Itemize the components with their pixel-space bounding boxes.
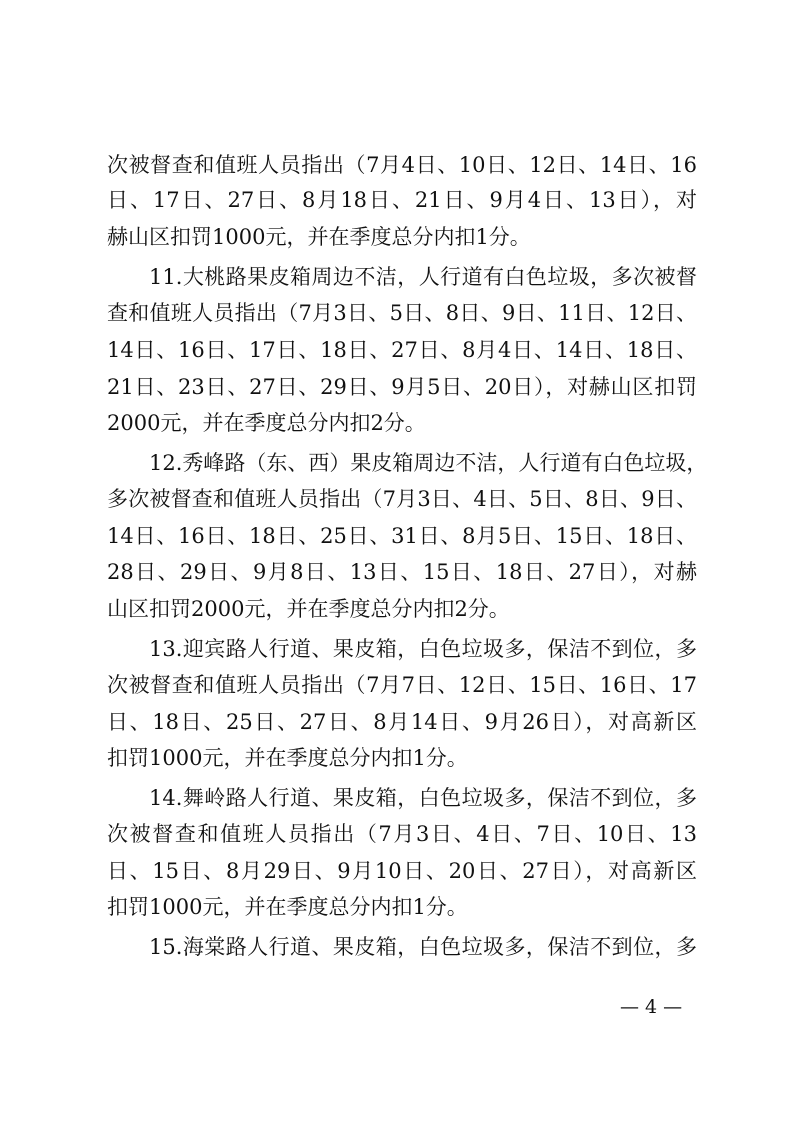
text-line: 15.海棠路人行道、果皮箱，白色垃圾多，保洁不到位，多 xyxy=(149,935,697,959)
text-line: 次被督查和值班人员指出（7月4日、10日、12日、14日、16 xyxy=(107,153,697,177)
text-line: 日、18日、25日、27日、8月14日、9月26日），对高新区 xyxy=(107,710,697,734)
text-line: 14日、16日、17日、18日、27日、8月4日、14日、18日、 xyxy=(107,338,697,362)
text-line: 14.舞岭路人行道、果皮箱，白色垃圾多，保洁不到位，多 xyxy=(149,786,697,810)
text-line: 14日、16日、18日、25日、31日、8月5日、15日、18日、 xyxy=(107,524,697,548)
text-line: 日、17日、27日、8月18日、21日、9月4日、13日），对 xyxy=(107,188,697,212)
text-line: 次被督查和值班人员指出（7月3日、4日、7日、10日、13 xyxy=(107,822,697,846)
text-line: 多次被督查和值班人员指出（7月3日、4日、5日、8日、9日、 xyxy=(107,487,697,511)
text-line: 日、15日、8月29日、9月10日、20日、27日），对高新区 xyxy=(107,859,697,883)
text-line: 次被督查和值班人员指出（7月7日、12日、15日、16日、17 xyxy=(107,673,697,697)
text-line: 2000元，并在季度总分内扣2分。 xyxy=(107,411,426,435)
text-line: 扣罚1000元，并在季度总分内扣1分。 xyxy=(107,746,468,770)
text-line: 查和值班人员指出（7月3日、5日、8日、9日、11日、12日、 xyxy=(107,301,697,325)
page-number: — 4 — xyxy=(620,996,683,1018)
text-line: 11.大桃路果皮箱周边不洁，人行道有白色垃圾，多次被督 xyxy=(149,265,697,289)
text-line: 12.秀峰路（东、西）果皮箱周边不洁，人行道有白色垃圾， xyxy=(149,451,708,475)
text-line: 21日、23日、27日、29日、9月5日、20日），对赫山区扣罚 xyxy=(107,375,697,399)
text-line: 山区扣罚2000元，并在季度总分内扣2分。 xyxy=(107,597,510,621)
text-line: 28日、29日、9月8日、13日、15日、18日、27日），对赫 xyxy=(107,560,697,584)
text-line: 13.迎宾路人行道、果皮箱，白色垃圾多，保洁不到位，多 xyxy=(149,637,697,661)
text-line: 扣罚1000元，并在季度总分内扣1分。 xyxy=(107,895,468,919)
text-line: 赫山区扣罚1000元，并在季度总分内扣1分。 xyxy=(107,225,531,249)
